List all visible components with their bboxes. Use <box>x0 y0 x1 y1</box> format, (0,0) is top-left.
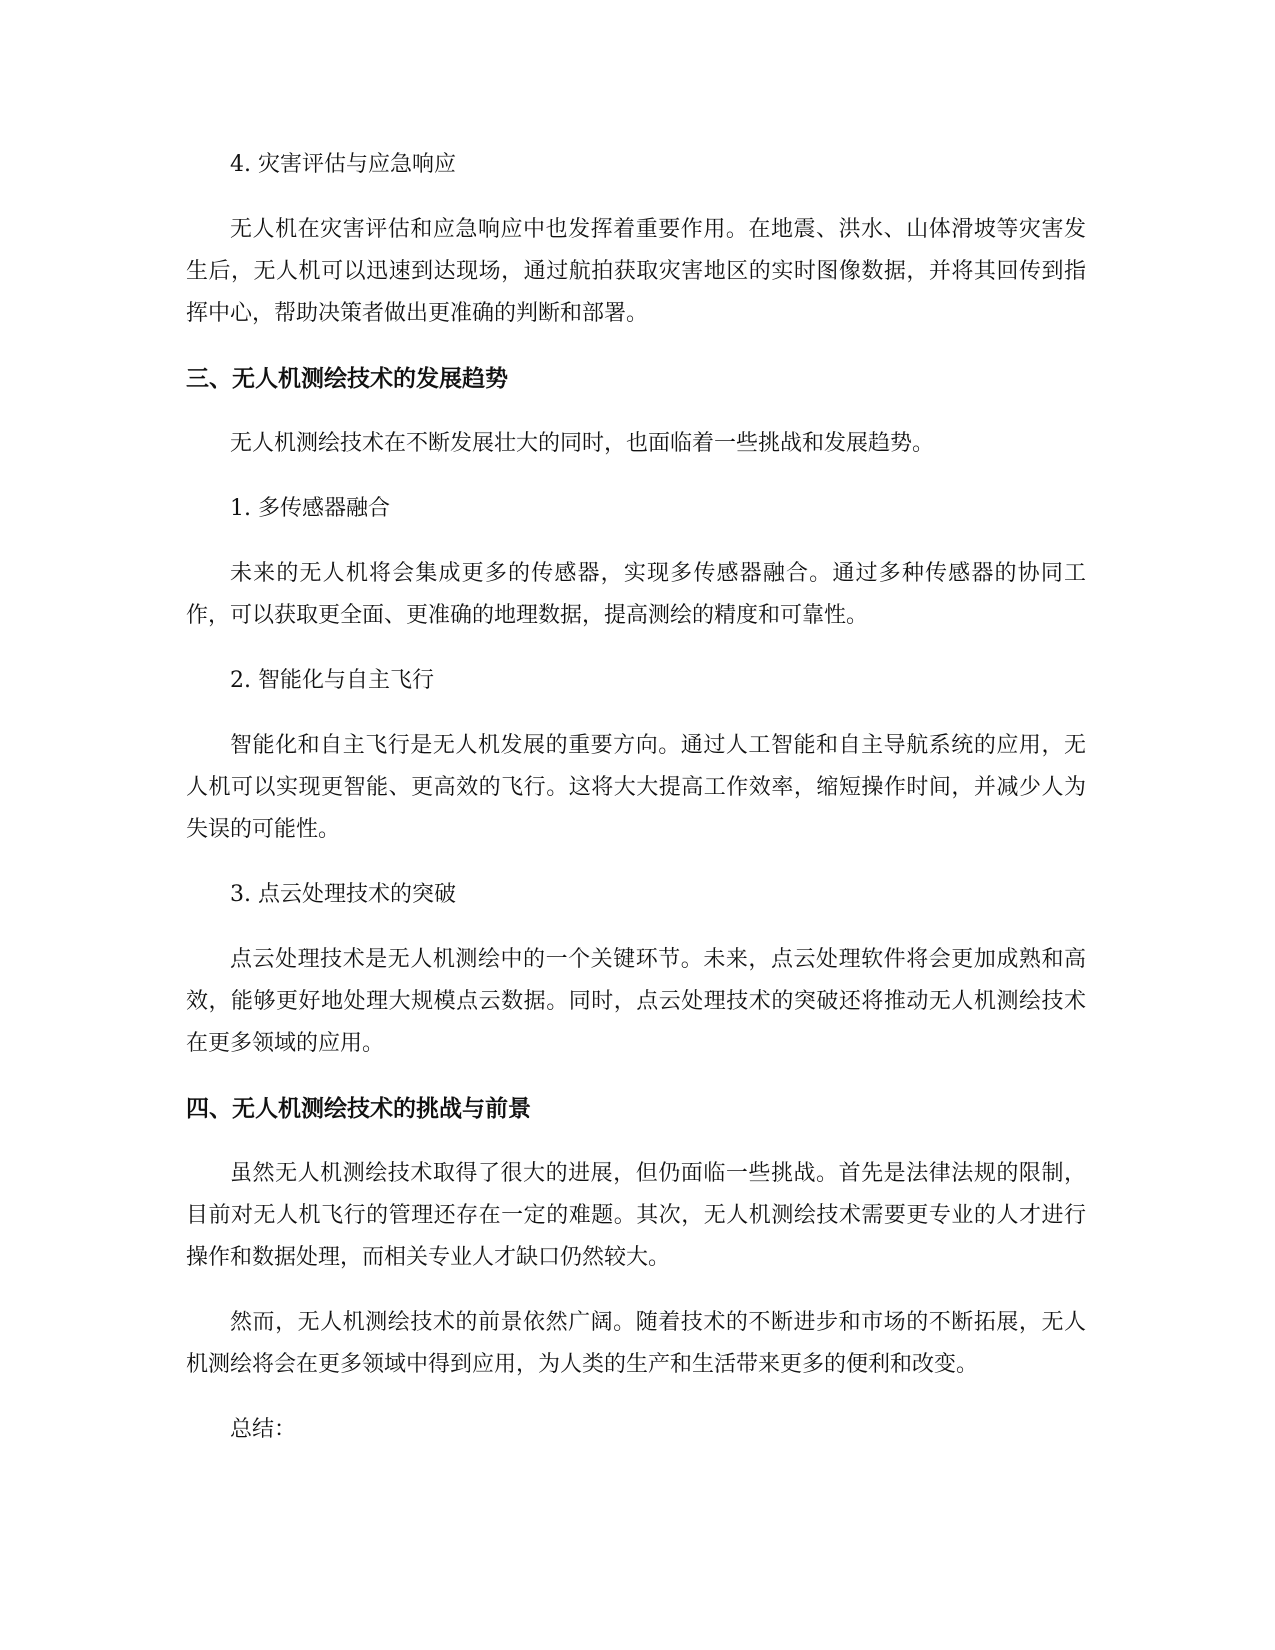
subsection-title-sensor-fusion: 1. 多传感器融合 <box>230 496 390 521</box>
subsection-title-disaster-assessment: 4. 灾害评估与应急响应 <box>230 152 456 177</box>
paragraph-prospects: 然而，无人机测绘技术的前景依然广阔。随着技术的不断进步和市场的不断拓展，无人机测绘将会在更多领域中得到应用，为人类的生产和生活带来更多的便利和改变。 <box>186 1310 1086 1377</box>
paragraph-point-cloud: 点云处理技术是无人机测绘中的一个关键环节。未来，点云处理软件将会更加成熟和高效，能够更好地处理大规模点云数据。同时，点云处理技术的突破还将推动无人机测绘技术在更多领域的应用。 <box>186 947 1086 1056</box>
section-heading-challenges-prospects: 四、无人机测绘技术的挑战与前景 <box>186 1096 531 1122</box>
section-heading-development-trends: 三、无人机测绘技术的发展趋势 <box>186 366 508 392</box>
paragraph-disaster-assessment: 无人机在灾害评估和应急响应中也发挥着重要作用。在地震、洪水、山体滑坡等灾害发生后，无人机可以迅速到达现场，通过航拍获取灾害地区的实时图像数据，并将其回传到指挥中心，帮助决策者做出更准确的判断和部署。 <box>186 217 1086 326</box>
paragraph-challenges: 虽然无人机测绘技术取得了很大的进展，但仍面临一些挑战。首先是法律法规的限制，目前对无人机飞行的管理还存在一定的难题。其次，无人机测绘技术需要更专业的人才进行操作和数据处理，而相关专业人才缺口仍然较大。 <box>186 1161 1086 1270</box>
paragraph-sensor-fusion: 未来的无人机将会集成更多的传感器，实现多传感器融合。通过多种传感器的协同工作，可以获取更全面、更准确的地理数据，提高测绘的精度和可靠性。 <box>186 561 1086 628</box>
subsection-title-point-cloud: 3. 点云处理技术的突破 <box>230 882 456 907</box>
paragraph-autonomous-flight: 智能化和自主飞行是无人机发展的重要方向。通过人工智能和自主导航系统的应用，无人机可以实现更智能、更高效的飞行。这将大大提高工作效率，缩短操作时间，并减少人为失误的可能性。 <box>186 733 1086 842</box>
document-body <box>186 144 1086 1474</box>
summary-label: 总结： <box>230 1417 297 1442</box>
paragraph-trends-intro: 无人机测绘技术在不断发展壮大的同时，也面临着一些挑战和发展趋势。 <box>230 431 935 456</box>
subsection-title-autonomous-flight: 2. 智能化与自主飞行 <box>230 668 434 693</box>
